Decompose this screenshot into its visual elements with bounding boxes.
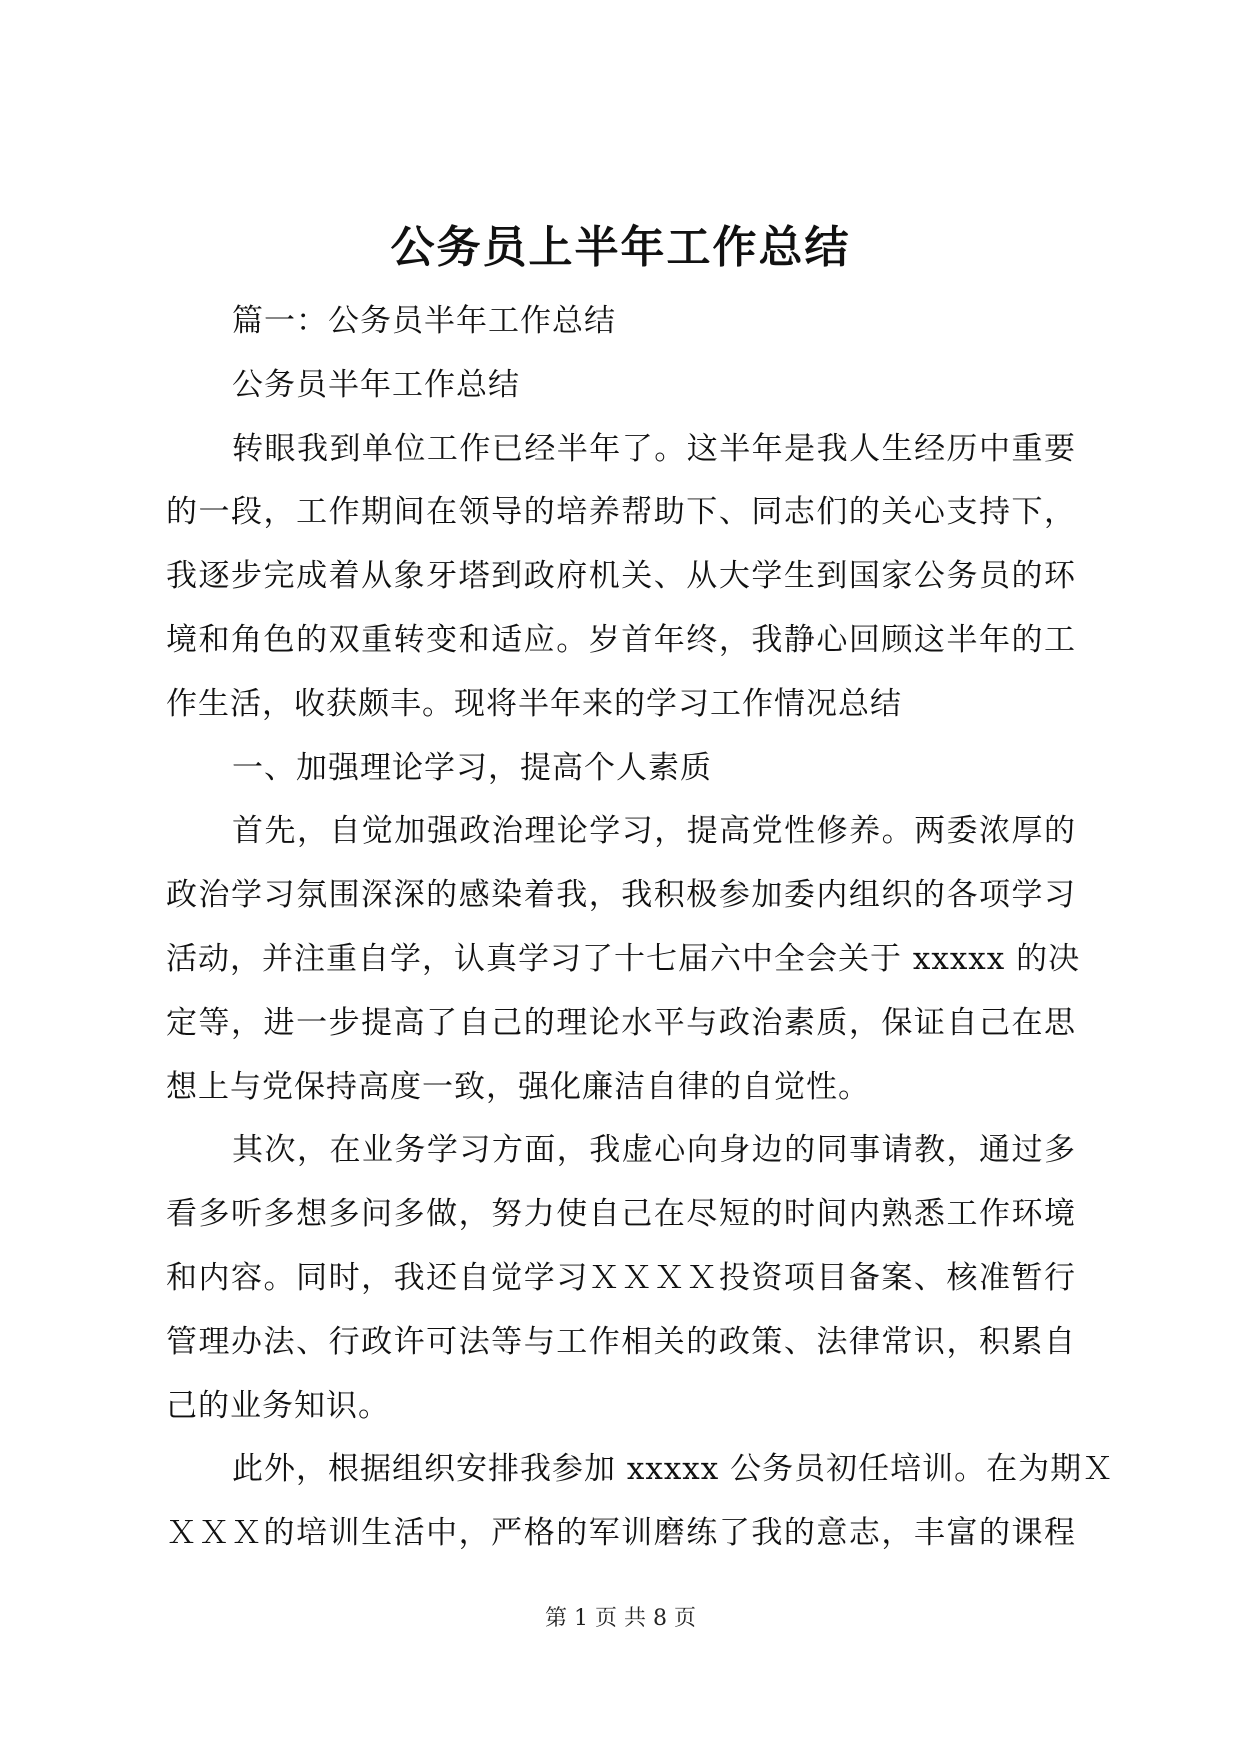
paragraph-line: 活动，并注重自学，认真学习了十七届六中全会关于 xxxxx 的决 — [166, 940, 1081, 977]
document-title: 公务员上半年工作总结 — [390, 222, 851, 273]
paragraph-line: 管理办法、行政许可法等与工作相关的政策、法律常识，积累自 — [166, 1323, 1076, 1360]
paragraph-line: 的一段，工作期间在领导的培养帮助下、同志们的关心支持下， — [166, 494, 1076, 531]
paragraph-line: 政治学习氛围深深的感染着我，我积极参加委内组织的各项学习 — [166, 877, 1076, 914]
paragraph-line: 境和角色的双重转变和适应。岁首年终，我静心回顾这半年的工 — [166, 621, 1076, 658]
paragraph-line: 想上与党保持高度一致，强化廉洁自律的自觉性。 — [166, 1068, 870, 1105]
subtitle: 公务员半年工作总结 — [232, 366, 520, 403]
paragraph-line: 看多听多想多问多做，努力使自己在尽短的时间内熟悉工作环境 — [166, 1196, 1076, 1233]
paragraph-line: 转眼我到单位工作已经半年了。这半年是我人生经历中重要 — [232, 430, 1076, 467]
page-number-footer: 第 1 页 共 8 页 — [545, 1606, 696, 1631]
document-body — [166, 290, 1115, 1566]
paragraph-line: 首先，自觉加强政治理论学习，提高党性修养。两委浓厚的 — [232, 813, 1076, 850]
paragraph-line: 定等，进一步提高了自己的理论水平与政治素质，保证自己在思 — [166, 1004, 1076, 1041]
paragraph-line: 和内容。同时，我还自觉学习ＸＸＸＸ投资项目备案、核准暂行 — [166, 1259, 1076, 1296]
paragraph-line: 其次，在业务学习方面，我虚心向身边的同事请教，通过多 — [232, 1132, 1076, 1169]
paragraph-line: 作生活，收获颇丰。现将半年来的学习工作情况总结 — [166, 685, 902, 722]
paragraph-line: 己的业务知识。 — [166, 1387, 390, 1424]
paragraph-line: 此外，根据组织安排我参加 xxxxx 公务员初任培训。在为期Ｘ — [232, 1451, 1115, 1488]
paragraph-line: 我逐步完成着从象牙塔到政府机关、从大学生到国家公务员的环 — [166, 558, 1076, 595]
paragraph-line: ＸＸＸ的培训生活中，严格的军训磨练了我的意志，丰富的课程 — [166, 1515, 1076, 1552]
section-heading: 篇一：公务员半年工作总结 — [232, 303, 616, 339]
section-heading: 一、加强理论学习，提高个人素质 — [232, 749, 712, 786]
